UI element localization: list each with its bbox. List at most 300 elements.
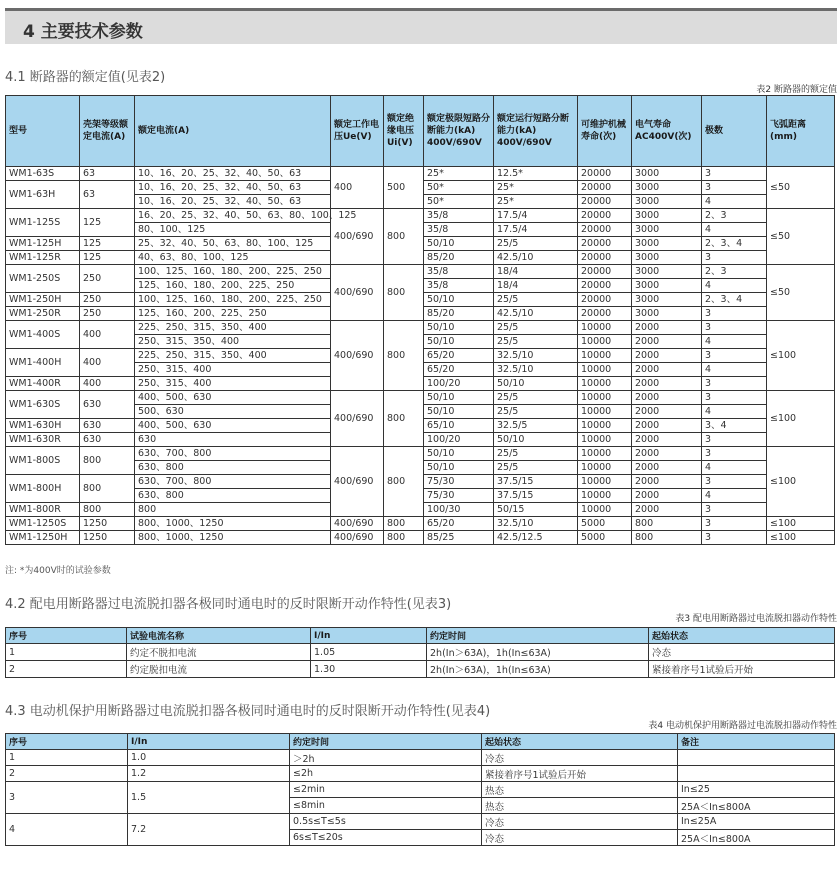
current: 250、315、400 — [135, 377, 331, 391]
ics: 17.5/4 — [494, 223, 578, 237]
arc: ≤100 — [767, 321, 835, 391]
icu: 100/20 — [424, 433, 494, 447]
current: 10、16、20、25、32、40、50、63 — [135, 181, 331, 195]
poles: 4 — [702, 363, 767, 377]
ratio: 1.0 — [128, 750, 290, 766]
mech: 20000 — [578, 279, 632, 293]
col-remark: 备注 — [678, 734, 835, 750]
current: 800、1000、1250 — [135, 531, 331, 545]
current: 630、700、800 — [135, 447, 331, 461]
col-poles: 极数 — [702, 96, 767, 167]
time: ≤8min — [290, 798, 482, 814]
state: 冷态 — [482, 750, 678, 766]
table-row — [6, 814, 835, 830]
elec: 2000 — [632, 447, 702, 461]
frame: 400 — [80, 349, 135, 377]
poles: 4 — [702, 405, 767, 419]
poles: 3 — [702, 167, 767, 181]
ics: 25/5 — [494, 391, 578, 405]
current: 225、250、315、350、400 — [135, 349, 331, 363]
ics: 32.5/10 — [494, 517, 578, 531]
table-row — [6, 782, 835, 798]
icu: 85/20 — [424, 251, 494, 265]
poles: 2、3 — [702, 209, 767, 223]
ics: 32.5/10 — [494, 363, 578, 377]
poles: 3 — [702, 531, 767, 545]
poles: 2、3 — [702, 265, 767, 279]
ue: 400 — [331, 167, 384, 209]
remark — [678, 750, 835, 766]
model: WM1-125H — [6, 237, 80, 251]
ics: 32.5/5 — [494, 419, 578, 433]
arc: ≤100 — [767, 447, 835, 517]
time: 0.5s≤T≤5s — [290, 814, 482, 830]
current: 125、160、180、200、225、250 — [135, 279, 331, 293]
ics: 37.5/15 — [494, 475, 578, 489]
icu: 50/10 — [424, 391, 494, 405]
col-rated-current: 额定电流(A) — [135, 96, 331, 167]
mech: 20000 — [578, 307, 632, 321]
table-row — [6, 265, 835, 279]
table-row — [6, 766, 835, 782]
table-row — [6, 447, 835, 461]
table-row — [6, 391, 835, 405]
ratings-table — [5, 95, 835, 545]
col-time: 约定时间 — [427, 628, 649, 644]
ics: 50/10 — [494, 377, 578, 391]
icu: 50/10 — [424, 335, 494, 349]
col-no: 序号 — [6, 628, 127, 644]
frame: 63 — [80, 181, 135, 209]
ui: 500 — [384, 167, 424, 209]
section-title: 4 主要技术参数 — [23, 22, 143, 42]
poles: 3 — [702, 181, 767, 195]
model: WM1-630H — [6, 419, 80, 433]
col-icu: 额定极限短路分断能力(kA) 400V/690V — [424, 96, 494, 167]
mech: 20000 — [578, 209, 632, 223]
arc: ≤50 — [767, 209, 835, 265]
state: 热态 — [482, 798, 678, 814]
table-header-row — [6, 734, 835, 750]
no: 2 — [6, 661, 127, 678]
ics: 25* — [494, 181, 578, 195]
ics: 42.5/12.5 — [494, 531, 578, 545]
icu: 50/10 — [424, 293, 494, 307]
current: 800、1000、1250 — [135, 517, 331, 531]
ue: 400/690 — [331, 265, 384, 321]
table-row — [6, 531, 835, 545]
frame: 250 — [80, 265, 135, 293]
distribution-trip-table — [5, 627, 835, 678]
mech: 10000 — [578, 349, 632, 363]
mech: 10000 — [578, 475, 632, 489]
current: 80、100、125 — [135, 223, 331, 237]
col-current-name: 试验电流名称 — [127, 628, 311, 644]
table4-caption: 表4 电动机保护用断路器过电流脱扣器动作特性 — [648, 721, 837, 731]
current: 500、630 — [135, 405, 331, 419]
remark: In≤25 — [678, 782, 835, 798]
frame: 250 — [80, 293, 135, 307]
col-elec-life: 电气寿命AC400V(次) — [632, 96, 702, 167]
ui: 800 — [384, 209, 424, 265]
time: ≤2h — [290, 766, 482, 782]
elec: 3000 — [632, 209, 702, 223]
frame: 125 — [80, 251, 135, 265]
model: WM1-630S — [6, 391, 80, 419]
frame: 630 — [80, 391, 135, 419]
ics: 25/5 — [494, 335, 578, 349]
mech: 10000 — [578, 461, 632, 475]
elec: 2000 — [632, 461, 702, 475]
mech: 20000 — [578, 293, 632, 307]
ui: 800 — [384, 517, 424, 531]
mech: 10000 — [578, 391, 632, 405]
elec: 2000 — [632, 391, 702, 405]
current: 250、315、350、400 — [135, 335, 331, 349]
ics: 50/15 — [494, 503, 578, 517]
current: 10、16、20、25、32、40、50、63 — [135, 167, 331, 181]
arc: ≤100 — [767, 531, 835, 545]
frame: 630 — [80, 419, 135, 433]
current-name: 约定不脱扣电流 — [127, 644, 311, 661]
elec: 2000 — [632, 475, 702, 489]
frame: 400 — [80, 377, 135, 391]
sec41-heading: 4.1 断路器的额定值(见表2) — [5, 70, 166, 85]
model: WM1-800H — [6, 475, 80, 503]
arc: ≤50 — [767, 167, 835, 209]
time: ＞2h — [290, 750, 482, 766]
icu: 65/20 — [424, 363, 494, 377]
mech: 10000 — [578, 405, 632, 419]
mech: 10000 — [578, 335, 632, 349]
remark: In≤25A — [678, 814, 835, 830]
frame: 630 — [80, 433, 135, 447]
elec: 3000 — [632, 251, 702, 265]
poles: 4 — [702, 489, 767, 503]
poles: 3 — [702, 251, 767, 265]
elec: 2000 — [632, 489, 702, 503]
icu: 50/10 — [424, 405, 494, 419]
icu: 75/30 — [424, 489, 494, 503]
footnote: 注: *为400V时的试验参数 — [5, 566, 111, 576]
mech: 20000 — [578, 195, 632, 209]
state: 紧接着序号1试验后开始 — [649, 661, 835, 678]
current-name: 约定脱扣电流 — [127, 661, 311, 678]
model: WM1-400H — [6, 349, 80, 377]
no: 2 — [6, 766, 128, 782]
elec: 2000 — [632, 363, 702, 377]
col-frame-current: 壳架等级额定电流(A) — [80, 96, 135, 167]
ratio: 7.2 — [128, 814, 290, 846]
mech: 10000 — [578, 363, 632, 377]
poles: 3 — [702, 517, 767, 531]
remark: 25A＜In≤800A — [678, 830, 835, 846]
poles: 4 — [702, 223, 767, 237]
icu: 50/10 — [424, 321, 494, 335]
ics: 12.5* — [494, 167, 578, 181]
model: WM1-250R — [6, 307, 80, 321]
frame: 400 — [80, 321, 135, 349]
mech: 20000 — [578, 237, 632, 251]
arc: ≤100 — [767, 517, 835, 531]
mech: 20000 — [578, 251, 632, 265]
table-header-row — [6, 96, 835, 167]
mech: 10000 — [578, 419, 632, 433]
table-row — [6, 517, 835, 531]
ui: 800 — [384, 447, 424, 517]
elec: 3000 — [632, 195, 702, 209]
frame: 125 — [80, 237, 135, 251]
ics: 25* — [494, 195, 578, 209]
current: 250、315、400 — [135, 363, 331, 377]
col-ui: 额定绝缘电压Ui(V) — [384, 96, 424, 167]
col-no: 序号 — [6, 734, 128, 750]
mech: 10000 — [578, 447, 632, 461]
model: WM1-63S — [6, 167, 80, 181]
state: 冷态 — [649, 644, 835, 661]
current: 100、125、160、180、200、225、250 — [135, 265, 331, 279]
elec: 2000 — [632, 503, 702, 517]
poles: 3 — [702, 307, 767, 321]
elec: 3000 — [632, 293, 702, 307]
table-header-row — [6, 628, 835, 644]
no: 4 — [6, 814, 128, 846]
mech: 5000 — [578, 531, 632, 545]
current: 10、16、20、25、32、40、50、63 — [135, 195, 331, 209]
model: WM1-800S — [6, 447, 80, 475]
current: 400、500、630 — [135, 419, 331, 433]
elec: 2000 — [632, 419, 702, 433]
table2-caption: 表2 断路器的额定值 — [756, 85, 837, 95]
current: 400、500、630 — [135, 391, 331, 405]
frame: 1250 — [80, 517, 135, 531]
ue: 400/690 — [331, 321, 384, 391]
mech: 10000 — [578, 503, 632, 517]
poles: 3、4 — [702, 419, 767, 433]
model: WM1-63H — [6, 181, 80, 209]
poles: 3 — [702, 433, 767, 447]
icu: 50* — [424, 181, 494, 195]
frame: 63 — [80, 167, 135, 181]
frame: 800 — [80, 475, 135, 503]
current: 630、800 — [135, 489, 331, 503]
ics: 25/5 — [494, 447, 578, 461]
ics: 18/4 — [494, 279, 578, 293]
time: 2h(In＞63A)，1h(In≤63A) — [427, 644, 649, 661]
ue: 400/690 — [331, 391, 384, 447]
ics: 50/10 — [494, 433, 578, 447]
ics: 25/5 — [494, 405, 578, 419]
state: 冷态 — [482, 814, 678, 830]
col-time: 约定时间 — [290, 734, 482, 750]
current: 40、63、80、100、125 — [135, 251, 331, 265]
section-title-bar — [5, 8, 837, 44]
model: WM1-1250S — [6, 517, 80, 531]
elec: 2000 — [632, 321, 702, 335]
elec: 3000 — [632, 279, 702, 293]
ui: 800 — [384, 321, 424, 391]
ue: 400/690 — [331, 517, 384, 531]
ics: 25/5 — [494, 293, 578, 307]
ics: 25/5 — [494, 461, 578, 475]
col-model: 型号 — [6, 96, 80, 167]
frame: 250 — [80, 307, 135, 321]
icu: 35/8 — [424, 279, 494, 293]
icu: 85/25 — [424, 531, 494, 545]
col-ratio: I/In — [311, 628, 427, 644]
time: 6s≤T≤20s — [290, 830, 482, 846]
icu: 50/10 — [424, 447, 494, 461]
icu: 25* — [424, 167, 494, 181]
mech: 20000 — [578, 181, 632, 195]
ue: 400/690 — [331, 531, 384, 545]
state: 冷态 — [482, 830, 678, 846]
poles: 3 — [702, 391, 767, 405]
elec: 3000 — [632, 265, 702, 279]
mech: 20000 — [578, 223, 632, 237]
frame: 800 — [80, 503, 135, 517]
icu: 35/8 — [424, 209, 494, 223]
ratio: 1.2 — [128, 766, 290, 782]
elec: 3000 — [632, 307, 702, 321]
elec: 2000 — [632, 433, 702, 447]
col-state: 起始状态 — [649, 628, 835, 644]
poles: 3 — [702, 321, 767, 335]
icu: 50/10 — [424, 461, 494, 475]
model: WM1-400S — [6, 321, 80, 349]
col-ue: 额定工作电压Ue(V) — [331, 96, 384, 167]
ics: 17.5/4 — [494, 209, 578, 223]
poles: 4 — [702, 279, 767, 293]
poles: 3 — [702, 447, 767, 461]
remark: 25A＜In≤800A — [678, 798, 835, 814]
elec: 2000 — [632, 377, 702, 391]
sec42-heading: 4.2 配电用断路器过电流脱扣器各极同时通电时的反时限断开动作特性(见表3) — [5, 597, 452, 612]
elec: 2000 — [632, 405, 702, 419]
col-ratio: I/In — [128, 734, 290, 750]
time: ≤2min — [290, 782, 482, 798]
col-arc: 飞弧距离(mm) — [767, 96, 835, 167]
ratio: 1.05 — [311, 644, 427, 661]
model: WM1-250S — [6, 265, 80, 293]
state: 紧接着序号1试验后开始 — [482, 766, 678, 782]
col-state: 起始状态 — [482, 734, 678, 750]
icu: 35/8 — [424, 265, 494, 279]
frame: 125 — [80, 209, 135, 237]
poles: 3 — [702, 475, 767, 489]
ratio: 1.5 — [128, 782, 290, 814]
model: WM1-125S — [6, 209, 80, 237]
icu: 65/20 — [424, 349, 494, 363]
ics: 42.5/10 — [494, 307, 578, 321]
frame: 1250 — [80, 531, 135, 545]
model: WM1-630R — [6, 433, 80, 447]
elec: 3000 — [632, 181, 702, 195]
icu: 75/30 — [424, 475, 494, 489]
current: 25、32、40、50、63、80、100、125 — [135, 237, 331, 251]
col-ics: 额定运行短路分断能力(kA) 400V/690V — [494, 96, 578, 167]
mech: 10000 — [578, 377, 632, 391]
icu: 65/20 — [424, 517, 494, 531]
current: 125、160、200、225、250 — [135, 307, 331, 321]
current: 630、700、800 — [135, 475, 331, 489]
current: 630 — [135, 433, 331, 447]
table-row — [6, 750, 835, 766]
poles: 2、3、4 — [702, 293, 767, 307]
elec: 3000 — [632, 237, 702, 251]
ui: 800 — [384, 265, 424, 321]
table-row — [6, 209, 835, 223]
icu: 85/20 — [424, 307, 494, 321]
ue: 400/690 — [331, 209, 384, 265]
no: 1 — [6, 644, 127, 661]
ics: 25/5 — [494, 237, 578, 251]
current: 630、800 — [135, 461, 331, 475]
ics: 32.5/10 — [494, 349, 578, 363]
mech: 10000 — [578, 489, 632, 503]
model: WM1-250H — [6, 293, 80, 307]
model: WM1-800R — [6, 503, 80, 517]
arc: ≤50 — [767, 265, 835, 321]
mech: 5000 — [578, 517, 632, 531]
poles: 3 — [702, 503, 767, 517]
mech: 10000 — [578, 433, 632, 447]
elec: 800 — [632, 517, 702, 531]
ics: 25/5 — [494, 321, 578, 335]
poles: 3 — [702, 377, 767, 391]
ratio: 1.30 — [311, 661, 427, 678]
poles: 4 — [702, 335, 767, 349]
frame: 800 — [80, 447, 135, 475]
ui: 800 — [384, 531, 424, 545]
no: 1 — [6, 750, 128, 766]
col-mech-life: 可维护机械寿命(次) — [578, 96, 632, 167]
table3-caption: 表3 配电用断路器过电流脱扣器动作特性 — [675, 614, 837, 624]
elec: 800 — [632, 531, 702, 545]
current: 16、20、25、32、40、50、63、80、100、125 — [135, 209, 331, 223]
model: WM1-1250H — [6, 531, 80, 545]
remark — [678, 766, 835, 782]
no: 3 — [6, 782, 128, 814]
mech: 20000 — [578, 167, 632, 181]
icu: 65/10 — [424, 419, 494, 433]
ui: 800 — [384, 391, 424, 447]
current: 225、250、315、350、400 — [135, 321, 331, 335]
poles: 4 — [702, 195, 767, 209]
ue: 400/690 — [331, 447, 384, 517]
mech: 20000 — [578, 265, 632, 279]
current: 800 — [135, 503, 331, 517]
current: 100、125、160、180、200、225、250 — [135, 293, 331, 307]
table-row — [6, 661, 835, 678]
state: 热态 — [482, 782, 678, 798]
poles: 2、3、4 — [702, 237, 767, 251]
icu: 50/10 — [424, 237, 494, 251]
time: 2h(In＞63A)，1h(In≤63A) — [427, 661, 649, 678]
elec: 2000 — [632, 335, 702, 349]
elec: 3000 — [632, 167, 702, 181]
ics: 42.5/10 — [494, 251, 578, 265]
ics: 18/4 — [494, 265, 578, 279]
icu: 100/20 — [424, 377, 494, 391]
icu: 100/30 — [424, 503, 494, 517]
sec43-heading: 4.3 电动机保护用断路器过电流脱扣器各极同时通电时的反时限断开动作特性(见表4) — [5, 704, 491, 719]
ics: 37.5/15 — [494, 489, 578, 503]
elec: 2000 — [632, 349, 702, 363]
icu: 50* — [424, 195, 494, 209]
table-row — [6, 167, 835, 181]
poles: 4 — [702, 461, 767, 475]
